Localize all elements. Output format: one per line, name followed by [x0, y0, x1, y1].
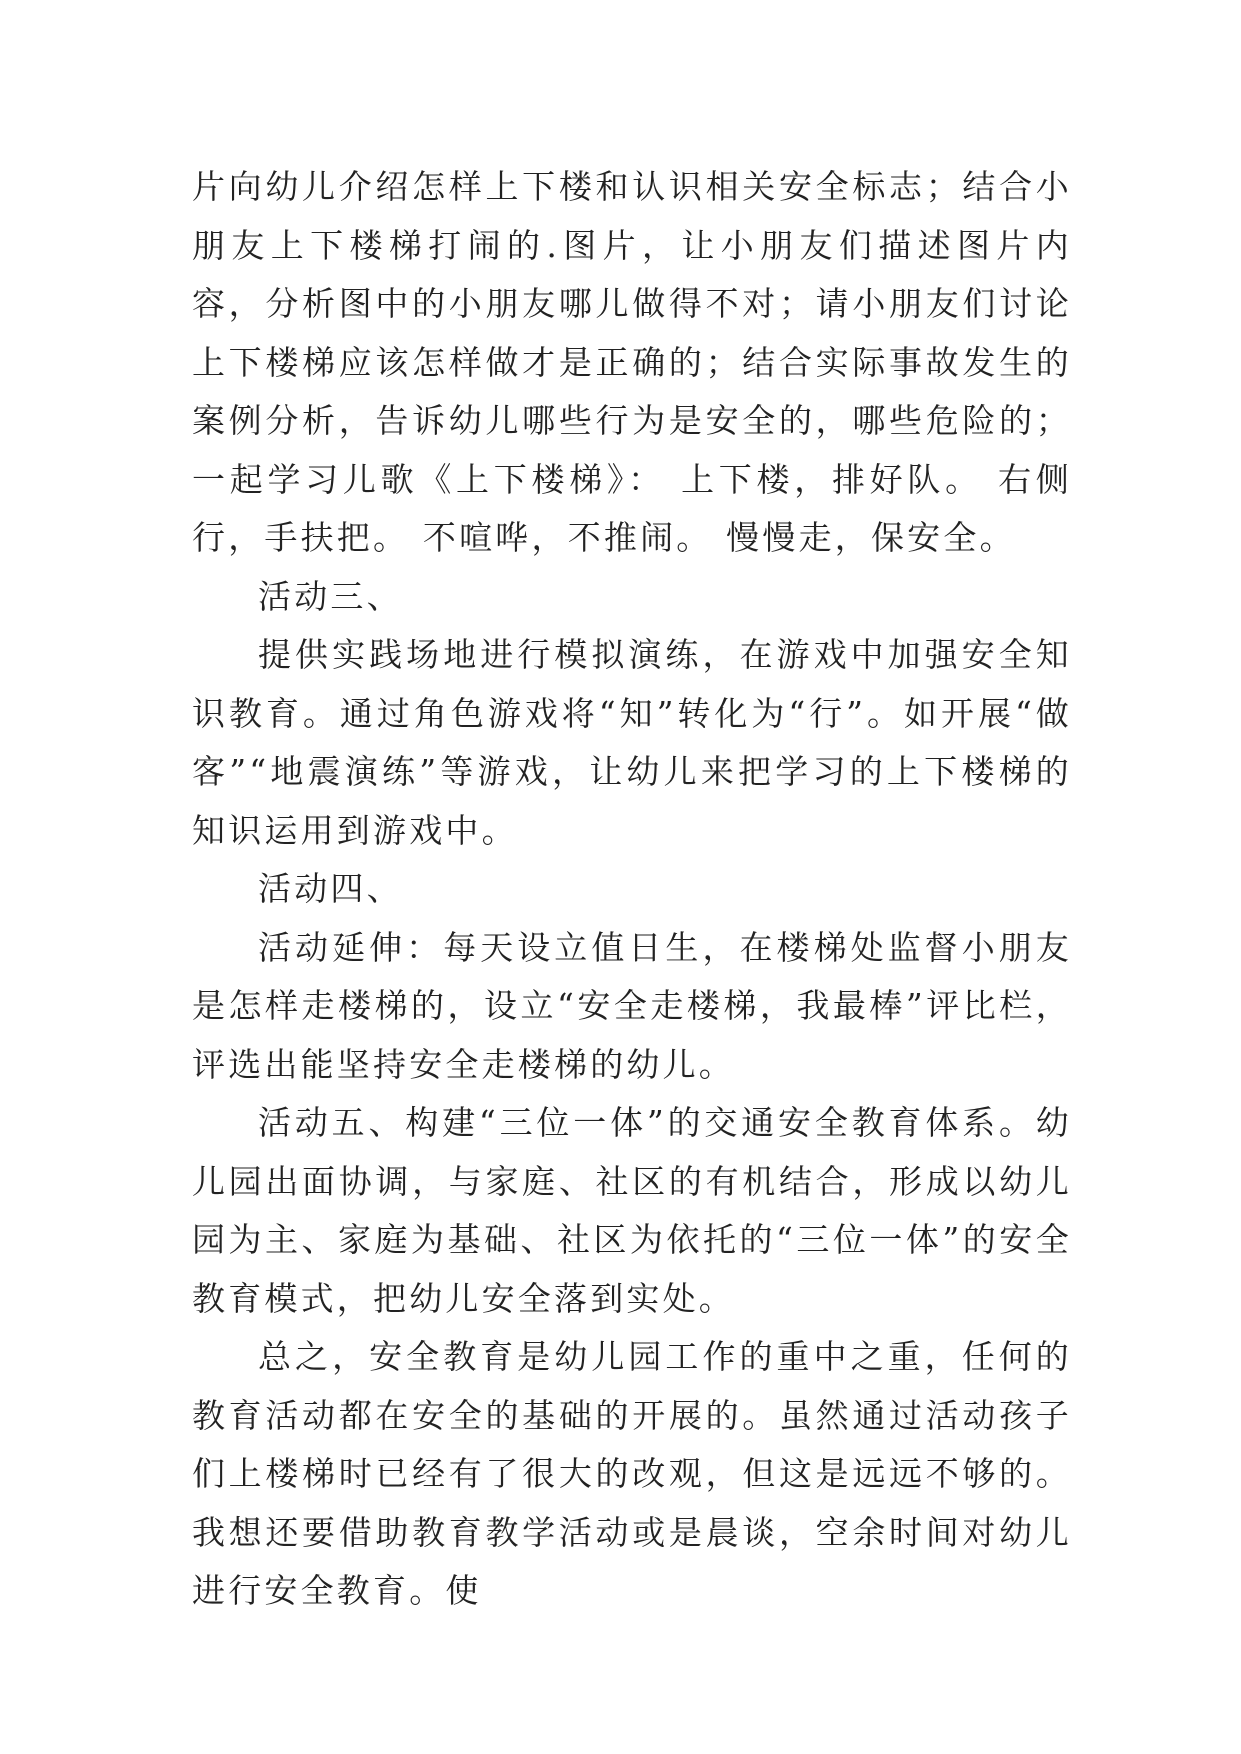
paragraph-activity-extension: 活动延伸：每天设立值日生，在楼梯处监督小朋友是怎样走楼梯的，设立“安全走楼梯，我最棒”评比栏，评选出能坚持安全走楼梯的幼儿。	[192, 927, 1072, 1084]
paragraph-conclusion: 总之，安全教育是幼儿园工作的重中之重，任何的教育活动都在安全的基础的开展的。虽然通过活动孩子们上楼梯时已经有了很大的改观，但这是远远不够的。我想还要借助教育教学活动或是晨谈，空余时间对幼儿进行安全教育。使	[192, 1337, 1072, 1610]
paragraph-stair-lesson: 片向幼儿介绍怎样上下楼和认识相关安全标志；结合小朋友上下楼梯打闹的.图片，让小朋友们描述图片内容，分析图中的小朋友哪儿做得不对；请小朋友们讨论上下楼梯应该怎样做才是正确的；结合实际事故发生的案例分析，告诉幼儿哪些行为是安全的，哪些危险的；一起学习儿歌《上下楼梯》： 上下楼，排好队。 右侧行，手扶把。 不喧哗，不推闹。 慢慢走，保安全。	[192, 167, 1072, 557]
paragraph-simulation-drill: 提供实践场地进行模拟演练，在游戏中加强安全知识教育。通过角色游戏将“知”转化为“行”。如开展“做客”“地震演练”等游戏，让幼儿来把学习的上下楼梯的知识运用到游戏中。	[192, 635, 1072, 850]
paragraph-activity-five: 活动五、构建“三位一体”的交通安全教育体系。幼儿园出面协调，与家庭、社区的有机结合，形成以幼儿园为主、家庭为基础、社区为依托的“三位一体”的安全教育模式，把幼儿安全落到实处。	[192, 1103, 1072, 1318]
heading-activity-four: 活动四、	[258, 869, 403, 908]
heading-activity-three: 活动三、	[258, 576, 403, 616]
document-body	[192, 158, 1072, 1621]
